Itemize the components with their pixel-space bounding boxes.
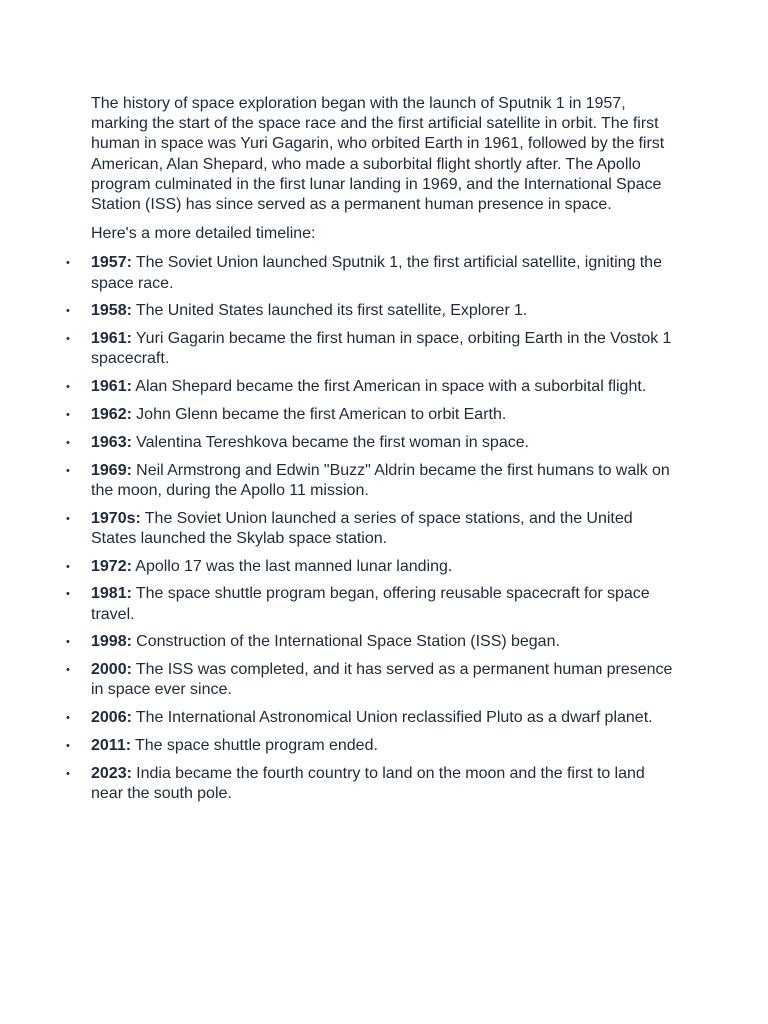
bullet-icon: •	[66, 409, 70, 422]
timeline-year: 1972:	[91, 557, 132, 575]
list-item	[66, 584, 676, 624]
timeline-year: 1957:	[91, 254, 132, 272]
timeline-text: Valentina Tereshkova became the first woman in space.	[131, 433, 530, 451]
timeline-text: The United States launched its first satellite, Explorer 1.	[131, 302, 528, 320]
list-item	[66, 329, 676, 369]
bullet-icon: •	[66, 740, 70, 752]
bullet-icon: •	[66, 636, 70, 649]
bullet-icon: •	[66, 464, 70, 477]
list-item	[66, 301, 676, 321]
list-item	[66, 660, 676, 700]
bullet-icon: •	[66, 257, 70, 270]
bullet-icon: •	[66, 664, 70, 677]
list-item	[66, 377, 676, 397]
bullet-icon: •	[66, 436, 70, 449]
list-item	[66, 405, 676, 425]
timeline-text: Apollo 17 was the last manned lunar landing.	[131, 557, 453, 575]
bullet-icon: •	[66, 512, 70, 525]
timeline-text: The space shuttle program ended.	[131, 737, 378, 754]
timeline-text: The space shuttle program began, offering reusable spacecraft for space travel.	[91, 585, 650, 623]
timeline-year: 1963:	[91, 433, 132, 451]
timeline-text: India became the fourth country to land on the moon and the first to land near the south pole.	[91, 764, 645, 802]
timeline-year: 2000:	[91, 661, 132, 679]
list-item	[66, 509, 676, 549]
timeline-text: The Soviet Union launched Sputnik 1, the first artificial satellite, igniting the space race.	[91, 254, 662, 292]
timeline-year: 2011:	[91, 737, 132, 754]
list-item	[66, 736, 676, 756]
timeline-text: Alan Shepard became the first American in space with a suborbital flight.	[131, 378, 647, 396]
timeline-year: 1998:	[91, 633, 132, 651]
timeline-text: The ISS was completed, and it has served as a permanent human presence in space ever since.	[91, 661, 673, 699]
list-item	[66, 253, 676, 293]
timeline-year: 1961:	[91, 330, 132, 348]
bullet-icon: •	[66, 588, 70, 601]
timeline-year: 1981:	[91, 585, 132, 603]
timeline-year: 1969:	[91, 461, 132, 479]
bullet-icon: •	[66, 381, 70, 394]
timeline-year: 2006:	[91, 709, 132, 727]
bullet-icon: •	[66, 333, 70, 346]
timeline-text: John Glenn became the first American to orbit Earth.	[131, 406, 507, 424]
timeline-list	[66, 253, 676, 804]
list-item	[66, 708, 676, 728]
timeline-text: Yuri Gagarin became the first human in space, orbiting Earth in the Vostok 1 spacecraft.	[91, 330, 672, 368]
timeline-lead: Here's a more detailed timeline:	[91, 225, 316, 243]
timeline-year: 1970s:	[91, 509, 141, 527]
bullet-icon: •	[66, 560, 70, 573]
timeline-text: Construction of the International Space Station (ISS) began.	[131, 633, 560, 651]
timeline-year: 2023:	[91, 764, 132, 782]
bullet-icon: •	[66, 767, 70, 780]
timeline-year: 1961:	[91, 378, 132, 396]
timeline-year: 1958:	[91, 302, 132, 320]
list-item	[66, 764, 676, 804]
list-item	[66, 632, 676, 652]
timeline-year: 1962:	[91, 406, 132, 424]
bullet-icon: •	[66, 305, 70, 318]
list-item	[66, 461, 676, 501]
intro-paragraph: The history of space exploration began with the launch of Sputnik 1 in 1957, marking the start of the space race and the first artificial satellite in orbit. The first human in space was Yuri Gagarin, who orbited Earth in 1961, followed by the first American, Alan Shepard, who made a suborbital flight shortly after. The Apollo program culminated in the first lunar landing in 1969, and the International Space Station (ISS) has since served as a permanent human presence in space.	[91, 95, 665, 214]
list-item	[66, 557, 676, 577]
bullet-icon: •	[66, 712, 70, 725]
list-item	[66, 433, 676, 453]
timeline-text: The Soviet Union launched a series of space stations, and the United States launched the Skylab space station.	[91, 509, 633, 547]
timeline-text: The International Astronomical Union reclassified Pluto as a dwarf planet.	[131, 709, 653, 727]
timeline-text: Neil Armstrong and Edwin "Buzz" Aldrin became the first humans to walk on the moon, during the Apollo 11 mission.	[91, 461, 670, 499]
